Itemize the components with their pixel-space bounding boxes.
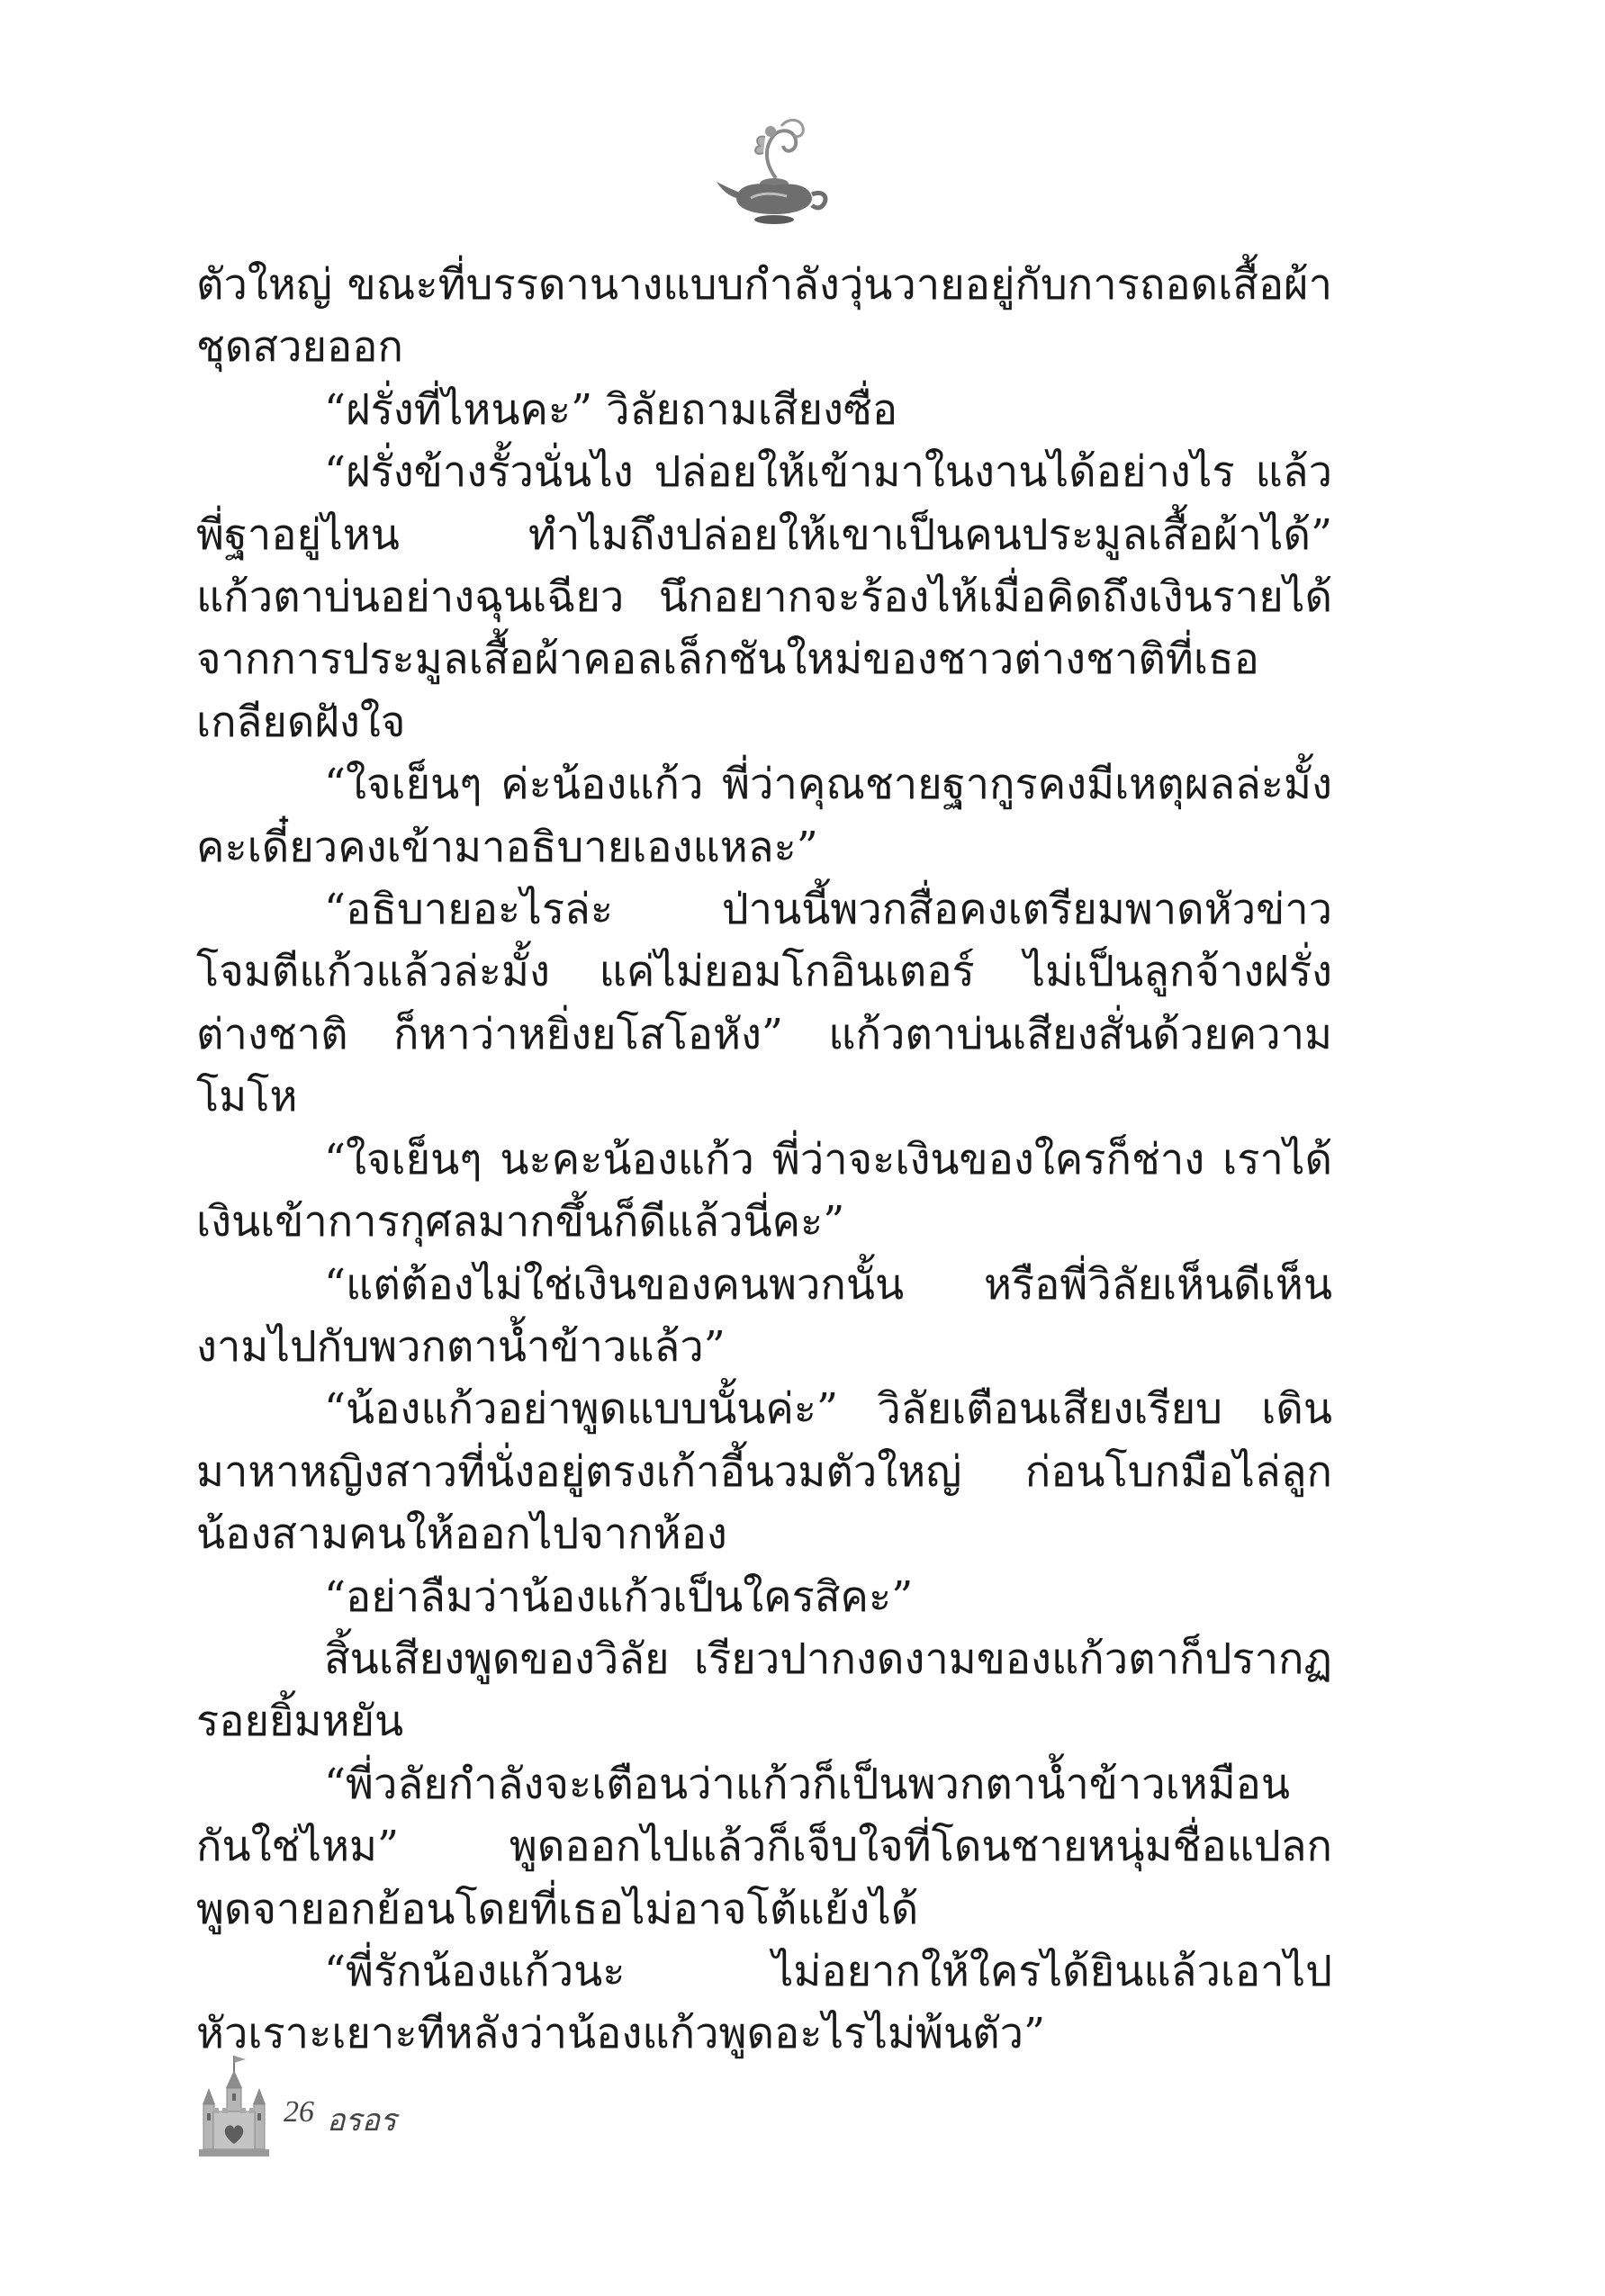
paragraph: สิ้นเสียงพูดของวิลัย เรียวปากงดงามของแก้วตาก็ปรากฏรอยยิ้มหยัน: [196, 1634, 1332, 1747]
paragraph: “แต่ต้องไม่ใช่เงินของคนพวกนั้น หรือพี่วิลัยเห็นดีเห็นงามไปกับพวกตาน้ำข้าวแล้ว”: [196, 1259, 1332, 1372]
paragraph: “พี่วลัยกำลังจะเตือนว่าแก้วก็เป็นพวกตาน้ำข้าวเหมือนกันใช่ไหม” พูดออกไปแล้วก็เจ็บใจที่โดนชายหนุ่มชื่อแปลกพูดจายอกย้อนโดยที่เธอไม่อาจโต้แย้งได้: [196, 1759, 1332, 1934]
paragraph: “ใจเย็นๆ ค่ะน้องแก้ว พี่ว่าคุณชายฐากูรคงมีเหตุผลล่ะมั้งคะเดี๋ยวคงเข้ามาอธิบายเองแหละ”: [196, 760, 1332, 872]
paragraph: “ฝรั่งที่ไหนคะ” วิลัยถามเสียงซื่อ: [324, 384, 898, 435]
castle-icon: [194, 2052, 275, 2160]
paragraph: “อธิบายอะไรล่ะ ป่านนี้พวกสื่อคงเตรียมพาดหัวข่าวโจมตีแก้วแล้วล่ะมั้ง แค่ไม่ยอมโกอินเตอร์ ไม่เป็นลูกจ้างฝรั่งต่างชาติ ก็หาว่าหยิ่งยโสโอหัง” แก้วตาบ่นเสียงสั่นด้วยความโมโห: [196, 885, 1332, 1122]
magic-lamp-fairy-icon: [711, 108, 837, 234]
paragraph: ตัวใหญ่ ขณะที่บรรดานางแบบกำลังวุ่นวายอยู่กับการถอดเสื้อผ้าชุดสวยออก: [196, 260, 1332, 373]
page-number: 26: [284, 2095, 314, 2129]
body-text: [196, 254, 1332, 2066]
paragraph: “น้องแก้วอย่าพูดแบบนั้นค่ะ” วิลัยเตือนเสียงเรียบ เดินมาหาหญิงสาวที่นั่งอยู่ตรงเก้าอี้นวมตัวใหญ่ ก่อนโบกมือไล่ลูกน้องสามคนให้ออกไปจากห้อง: [196, 1384, 1332, 1560]
author-name: อรอร: [327, 2104, 397, 2138]
page-footer: [194, 2052, 554, 2160]
paragraph: “ใจเย็นๆ นะคะน้องแก้ว พี่ว่าจะเงินของใครก็ช่าง เราได้เงินเข้าการกุศลมากขึ้นก็ดีแล้วนี่คะ”: [196, 1134, 1332, 1247]
paragraph: “อย่าลืมว่าน้องแก้วเป็นใครสิคะ”: [324, 1571, 914, 1622]
paragraph: “พี่รักน้องแก้วนะ ไม่อยากให้ใครได้ยินแล้วเอาไปหัวเราะเยาะทีหลังว่าน้องแก้วพูดอะไรไม่พ้นตัว”: [196, 1946, 1332, 2059]
paragraph: “ฝรั่งข้างรั้วนั่นไง ปล่อยให้เข้ามาในงานได้อย่างไร แล้วพี่ฐาอยู่ไหน ทำไมถึงปล่อยให้เขาเป็นคนประมูลเสื้อผ้าได้” แก้วตาบ่นอย่างฉุนเฉียว นึกอยากจะร้องไห้เมื่อคิดถึงเงินรายได้จากการประมูลเสื้อผ้าคอลเล็กชันใหม่ของชาวต่างชาติที่เธอเกลียดฝังใจ: [196, 447, 1332, 747]
